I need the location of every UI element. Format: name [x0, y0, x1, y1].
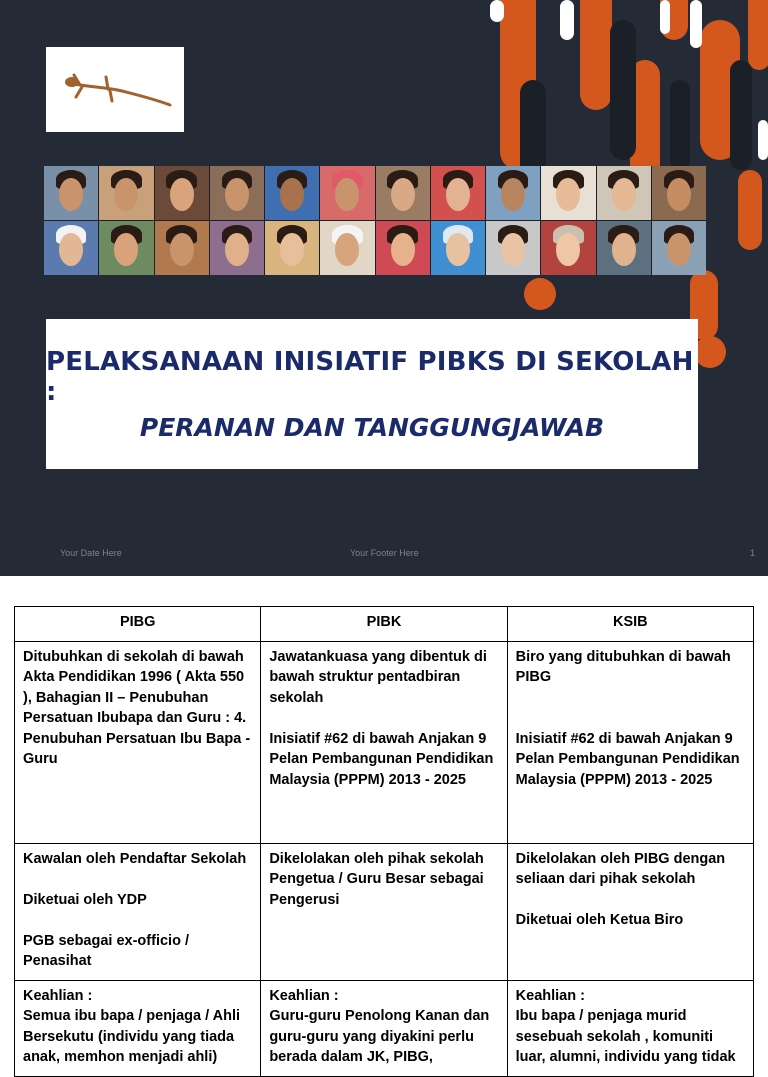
child-photo	[431, 221, 485, 275]
column-header-pibg: PIBG	[15, 607, 261, 642]
child-photo	[99, 166, 153, 220]
table-cell	[261, 980, 507, 1076]
cell-paragraph: Kawalan oleh Pendaftar Sekolah	[23, 850, 247, 867]
child-photo	[265, 221, 319, 275]
children-photo-collage	[44, 166, 706, 275]
cell-paragraph: Dikelolakan oleh PIBG dengan seliaan dari pihak sekolah	[515, 850, 726, 887]
child-photo	[210, 166, 264, 220]
cell-paragraph: Ditubuhkan di sekolah di bawah Akta Pendidikan 1996 ( Akta 550 ), Bahagian II – Penubuhan Persatuan Ibubapa dan Guru : 4. Penubuhan Persatuan Ibu Bapa - Guru	[23, 648, 251, 767]
child-photo	[210, 221, 264, 275]
child-photo	[265, 166, 319, 220]
column-header-ksib: KSIB	[507, 607, 753, 642]
child-photo	[155, 166, 209, 220]
cell-paragraph: Keahlian : Ibu bapa / penjaga murid sesebuah sekolah , komuniti luar, alumni, individu yang tidak	[515, 987, 736, 1065]
table-cell	[15, 641, 261, 843]
child-photo	[486, 221, 540, 275]
table-row	[15, 641, 754, 843]
slide-subtitle: PERANAN DAN TANGGUNGJAWAB	[139, 412, 605, 442]
child-photo	[541, 221, 595, 275]
title-box	[46, 319, 698, 469]
cell-paragraph: Diketuai oleh Ketua Biro	[515, 912, 684, 928]
table-cell	[507, 980, 753, 1076]
table-header-row	[15, 607, 754, 642]
table-row	[15, 980, 754, 1076]
table-cell	[507, 641, 753, 843]
child-photo	[376, 221, 430, 275]
page-number: 1	[750, 548, 756, 558]
footer-date: Your Date Here	[60, 548, 122, 558]
child-photo	[652, 166, 706, 220]
child-photo	[597, 166, 651, 220]
table-cell	[15, 843, 261, 980]
child-photo	[155, 221, 209, 275]
child-photo	[44, 221, 98, 275]
column-header-pibk: PIBK	[261, 607, 507, 642]
table-cell	[15, 980, 261, 1076]
footer-text: Your Footer Here	[350, 548, 419, 558]
child-photo	[320, 166, 374, 220]
comparison-table	[14, 606, 754, 1077]
cell-paragraph: Keahlian : Semua ibu bapa / penjaga / Ahli Bersekutu (individu yang tiada anak, memhon menjadi ahli)	[23, 987, 241, 1065]
table-cell	[507, 843, 753, 980]
slide-title: PELAKSANAAN INISIATIF PIBKS DI SEKOLAH :	[46, 346, 694, 407]
child-photo	[431, 166, 485, 220]
child-photo	[597, 221, 651, 275]
child-photo	[44, 166, 98, 220]
cell-paragraph: PGB sebagai ex-officio / Penasihat	[23, 932, 189, 969]
cell-paragraph: Keahlian : Guru-guru Penolong Kanan dan guru-guru yang diyakini perlu berada dalam JK, PIBG,	[269, 987, 490, 1065]
child-photo	[99, 221, 153, 275]
cell-paragraph: Jawatankuasa yang dibentuk di bawah struktur pentadbiran sekolah	[269, 648, 487, 706]
child-photo	[652, 221, 706, 275]
child-photo	[320, 221, 374, 275]
cell-paragraph: Inisiatif #62 di bawah Anjakan 9 Pelan Pembangunan Pendidikan Malaysia (PPPM) 2013 - 2025	[515, 730, 740, 788]
table-row	[15, 843, 754, 980]
cell-paragraph: Diketuai oleh YDP	[23, 891, 147, 908]
gecko-icon	[46, 47, 184, 132]
table-cell	[261, 843, 507, 980]
child-photo	[486, 166, 540, 220]
cell-paragraph: Inisiatif #62 di bawah Anjakan 9 Pelan Pembangunan Pendidikan Malaysia (PPPM) 2013 - 2025	[269, 730, 494, 788]
cell-paragraph: Biro yang ditubuhkan di bawah PIBG	[515, 648, 731, 685]
logo-box	[46, 47, 184, 132]
cell-paragraph: Dikelolakan oleh pihak sekolah Pengetua / Guru Besar sebagai Pengerusi	[269, 850, 484, 908]
child-photo	[376, 166, 430, 220]
child-photo	[541, 166, 595, 220]
table-cell	[261, 641, 507, 843]
